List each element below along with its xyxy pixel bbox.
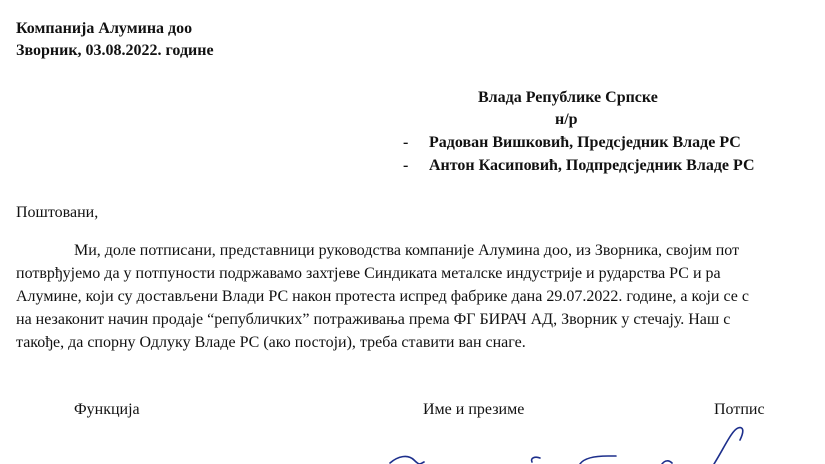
recipient-item-2: Антон Касиповић, Подпредсједник Владе РС (429, 157, 755, 174)
body-line-4: на незаконит начин продаје “републичких” потраживања према ФГ БИРАЧ АД, Зворник у стечају. Наш с (16, 311, 731, 328)
sender-company: Компанија Алумина доо (16, 20, 193, 37)
header-signature: Потпис (714, 401, 765, 418)
header-name: Име и презиме (423, 401, 525, 418)
recipient-attn: н/р (555, 111, 578, 128)
header-function: Функција (74, 401, 140, 418)
sender-place-date: Зворник, 03.08.2022. године (16, 42, 214, 59)
body-line-5: такође, да спорну Одлуку Владе РС (ако постоји), треба ставити ван снаге. (16, 334, 526, 351)
recipient-bullet-2: - (403, 157, 409, 174)
recipient-bullet-1: - (403, 134, 409, 151)
salutation: Поштовани, (16, 204, 99, 221)
body-line-1: Ми, доле потписани, представници руководства компаније Алумина доо, из Зворника, својим пот (74, 242, 740, 259)
body-line-3: Алумине, који су достављени Влади РС након протеста испред фабрике дана 29.07.2022. године, а који се с (16, 288, 749, 305)
recipient-item-1: Радован Вишковић, Предсједник Владе РС (429, 134, 741, 151)
handwritten-signature (380, 418, 825, 464)
body-line-2: потврђујемо да у потпуности подржавамо захтјеве Синдиката металске индустрије и рударства РС и ра (16, 265, 721, 282)
recipient-org: Влада Републике Српске (478, 89, 658, 106)
